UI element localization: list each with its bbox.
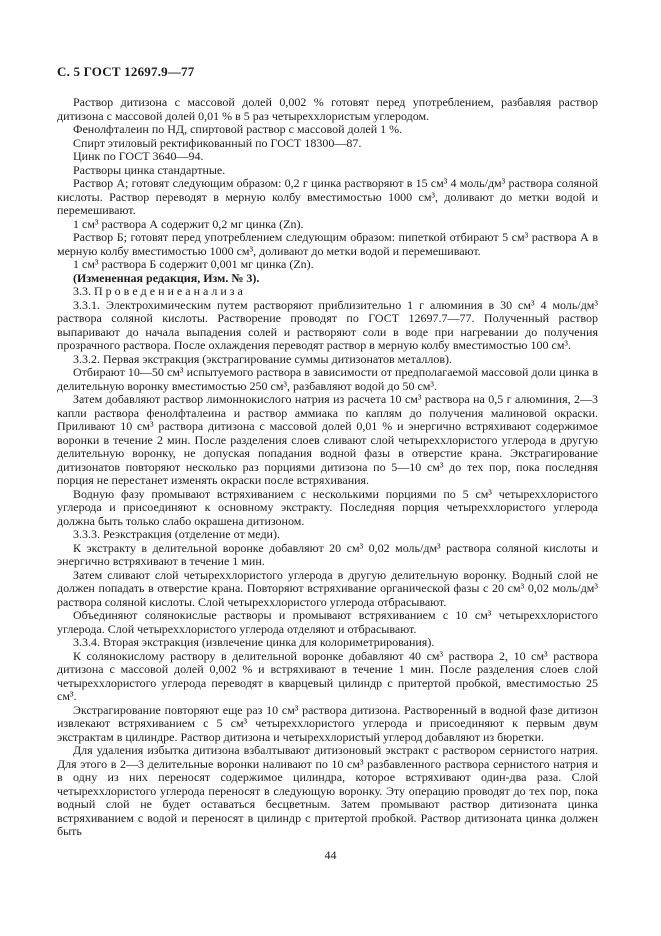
paragraph: Объединяют солянокислые растворы и промывают встряхиванием с 10 см³ четыреххлористого углерода. Слой четыреххлористого углерода отделяют и отбрасывают. [57, 608, 598, 636]
paragraph: 3.3. П р о в е д е н и е а н а л и з а [73, 284, 243, 298]
paragraph: К экстракту в делительной воронке добавляют 20 см³ 0,02 моль/дм³ раствора соляной кислоты и энергично встряхивают в течение 1 мин. [57, 540, 598, 568]
paragraph: 3.3.3. Реэкстракция (отделение от меди). [73, 527, 280, 541]
paragraph: 3.3.2. Первая экстракция (экстрагирование суммы дитизонатов металлов). [73, 351, 453, 366]
paragraph: Водную фазу промывают встряхиванием с несколькими порциями по 5 см³ четыреххлористого углерода и присоединяют к основному экстракту. Последняя порция четыреххлористого углерода должна быть только слабо окрашена дитизоном. [57, 486, 598, 528]
paragraph: 3.3.4. Вторая экстракция (извлечение цинка для колориметрирования). [73, 635, 435, 649]
paragraph: Фенолфталеин по НД, спиртовой раствор с массовой долей 1 %. [73, 122, 403, 136]
paragraph: Отбирают 10—50 см³ испытуемого раствора в зависимости от предполагаемой массовой доли цинка в делительную воронку вместимостью 250 см³, разбавляют водой до 50 см³. [57, 365, 598, 393]
paragraph: Экстрагирование повторяют еще раз 10 см³ раствора дитизона. Растворенный в водной фазе дитизон извлекают встряхиванием с 5 см³ четыреххлористого углерода и присоединяют к первым двум экстрактам в цилиндре. Раствор дитизона и четыреххлористый углерод добавляют из бюретки. [57, 702, 598, 744]
paragraph: Затем добавляют раствор лимоннокислого натрия из расчета 10 см³ раствора на 0,5 г алюминия, 2—3 капли раствора фенолфталеина и раствор аммиака по каплям до получения малиновой окраски. Приливают 10 см³ раствора дитизона с массовой долей 0,01 % и энергично встряхивают содержимое воронки в течение 2 мин. После разделения слоев сливают слой четыреххлористого углерода в другую делительную воронку, не допуская попадания водной фазы в отверстие крана. Экстрагирование дитизонатов повторяют несколько раз порциями дитизона по 5—10 см³ до тех пор, пока последняя порция не перестанет изменять окраски после встряхивания. [57, 392, 598, 487]
paragraph: Раствор дитизона с массовой долей 0,002 % готовят перед употреблением, разбавляя раствор дитизона с массовой долей 0,01 % в 5 раз четыреххлористым углеродом. [57, 95, 598, 123]
paragraph: Раствор А; готовят следующим образом: 0,2 г цинка растворяют в 15 см³ 4 моль/дм³ раствора соляной кислоты. Раствор переводят в мерную колбу вместимостью 1000 см³, доливают до метки водой и перемешивают. [57, 176, 598, 217]
page-number: 44 [324, 848, 337, 862]
paragraph: Растворы цинка стандартные. [73, 162, 226, 177]
paragraph: Затем сливают слой четыреххлористого углерода в другую делительную воронку. Водный слой не должен попадать в отверстие крана. Повторяют встряхивание органической фазы с 20 см³ 0,02 моль/дм³ раствора соляной кислоты. Слой четыреххлористого углерода отбрасывают. [57, 567, 598, 609]
paragraph: К солянокислому раствору в делительной воронке добавляют 40 см³ раствора 2, 10 см³ раствора дитизона с массовой долей 0,002 % и встряхивают в течение 1 мин. После разделения слоев слой четыреххлористого углерода переводят в кварцевый цилиндр с притертой пробкой, вместимостью 25 см³. [57, 648, 598, 703]
paragraph: Спирт этиловый ректификованный по ГОСТ 18300—87. [73, 135, 362, 150]
document-body [57, 96, 598, 839]
paragraph: 3.3.1. Электрохимическим путем растворяют приблизительно 1 г алюминия в 30 см³ 4 моль/дм³ раствора соляной кислоты. Растворение проводят по ГОСТ 12697.7—77. Полученный раствор выпаривают до начала выпадения солей и растворяют соли в воде при нагревании до получения прозрачного раствора. После охлаждения переводят раствор в мерную колбу вместимостью 100 см³. [57, 297, 598, 352]
page-header: С. 5 ГОСТ 12697.9—77 [57, 64, 195, 79]
paragraph: Цинк по ГОСТ 3640—94. [73, 149, 204, 163]
paragraph: 1 см³ раствора Б содержит 0,001 мг цинка (Zn). [73, 257, 314, 271]
paragraph: Для удаления избытка дитизона взбалтывают дитизоновый экстракт с раствором сернистого натрия. Для этого в 2—3 делительные воронки наливают по 10 см³ разбавленного раствора сернистого натрия и в одну из них переносят содержимое цилиндра, которое встряхивают один-два раза. Слой четыреххлористого углерода переносят в следующую воронку. Эту операцию проводят до тех пор, пока водный слой не будет оставаться бесцветным. Затем промывают раствор дитизоната цинка встряхиванием с водой и переносят в цилиндр с притертой пробкой. Раствор дитизоната цинка должен быть [57, 743, 598, 838]
paragraph: (Измененная редакция, Изм. № 3). [73, 270, 260, 285]
paragraph: 1 см³ раствора А содержит 0,2 мг цинка (Zn). [73, 216, 304, 231]
paragraph: Раствор Б; готовят перед употреблением следующим образом: пипеткой отбирают 5 см³ раствора А в мерную колбу вместимостью 1000 см³, доливают до метки водой и перемешивают. [57, 230, 598, 258]
